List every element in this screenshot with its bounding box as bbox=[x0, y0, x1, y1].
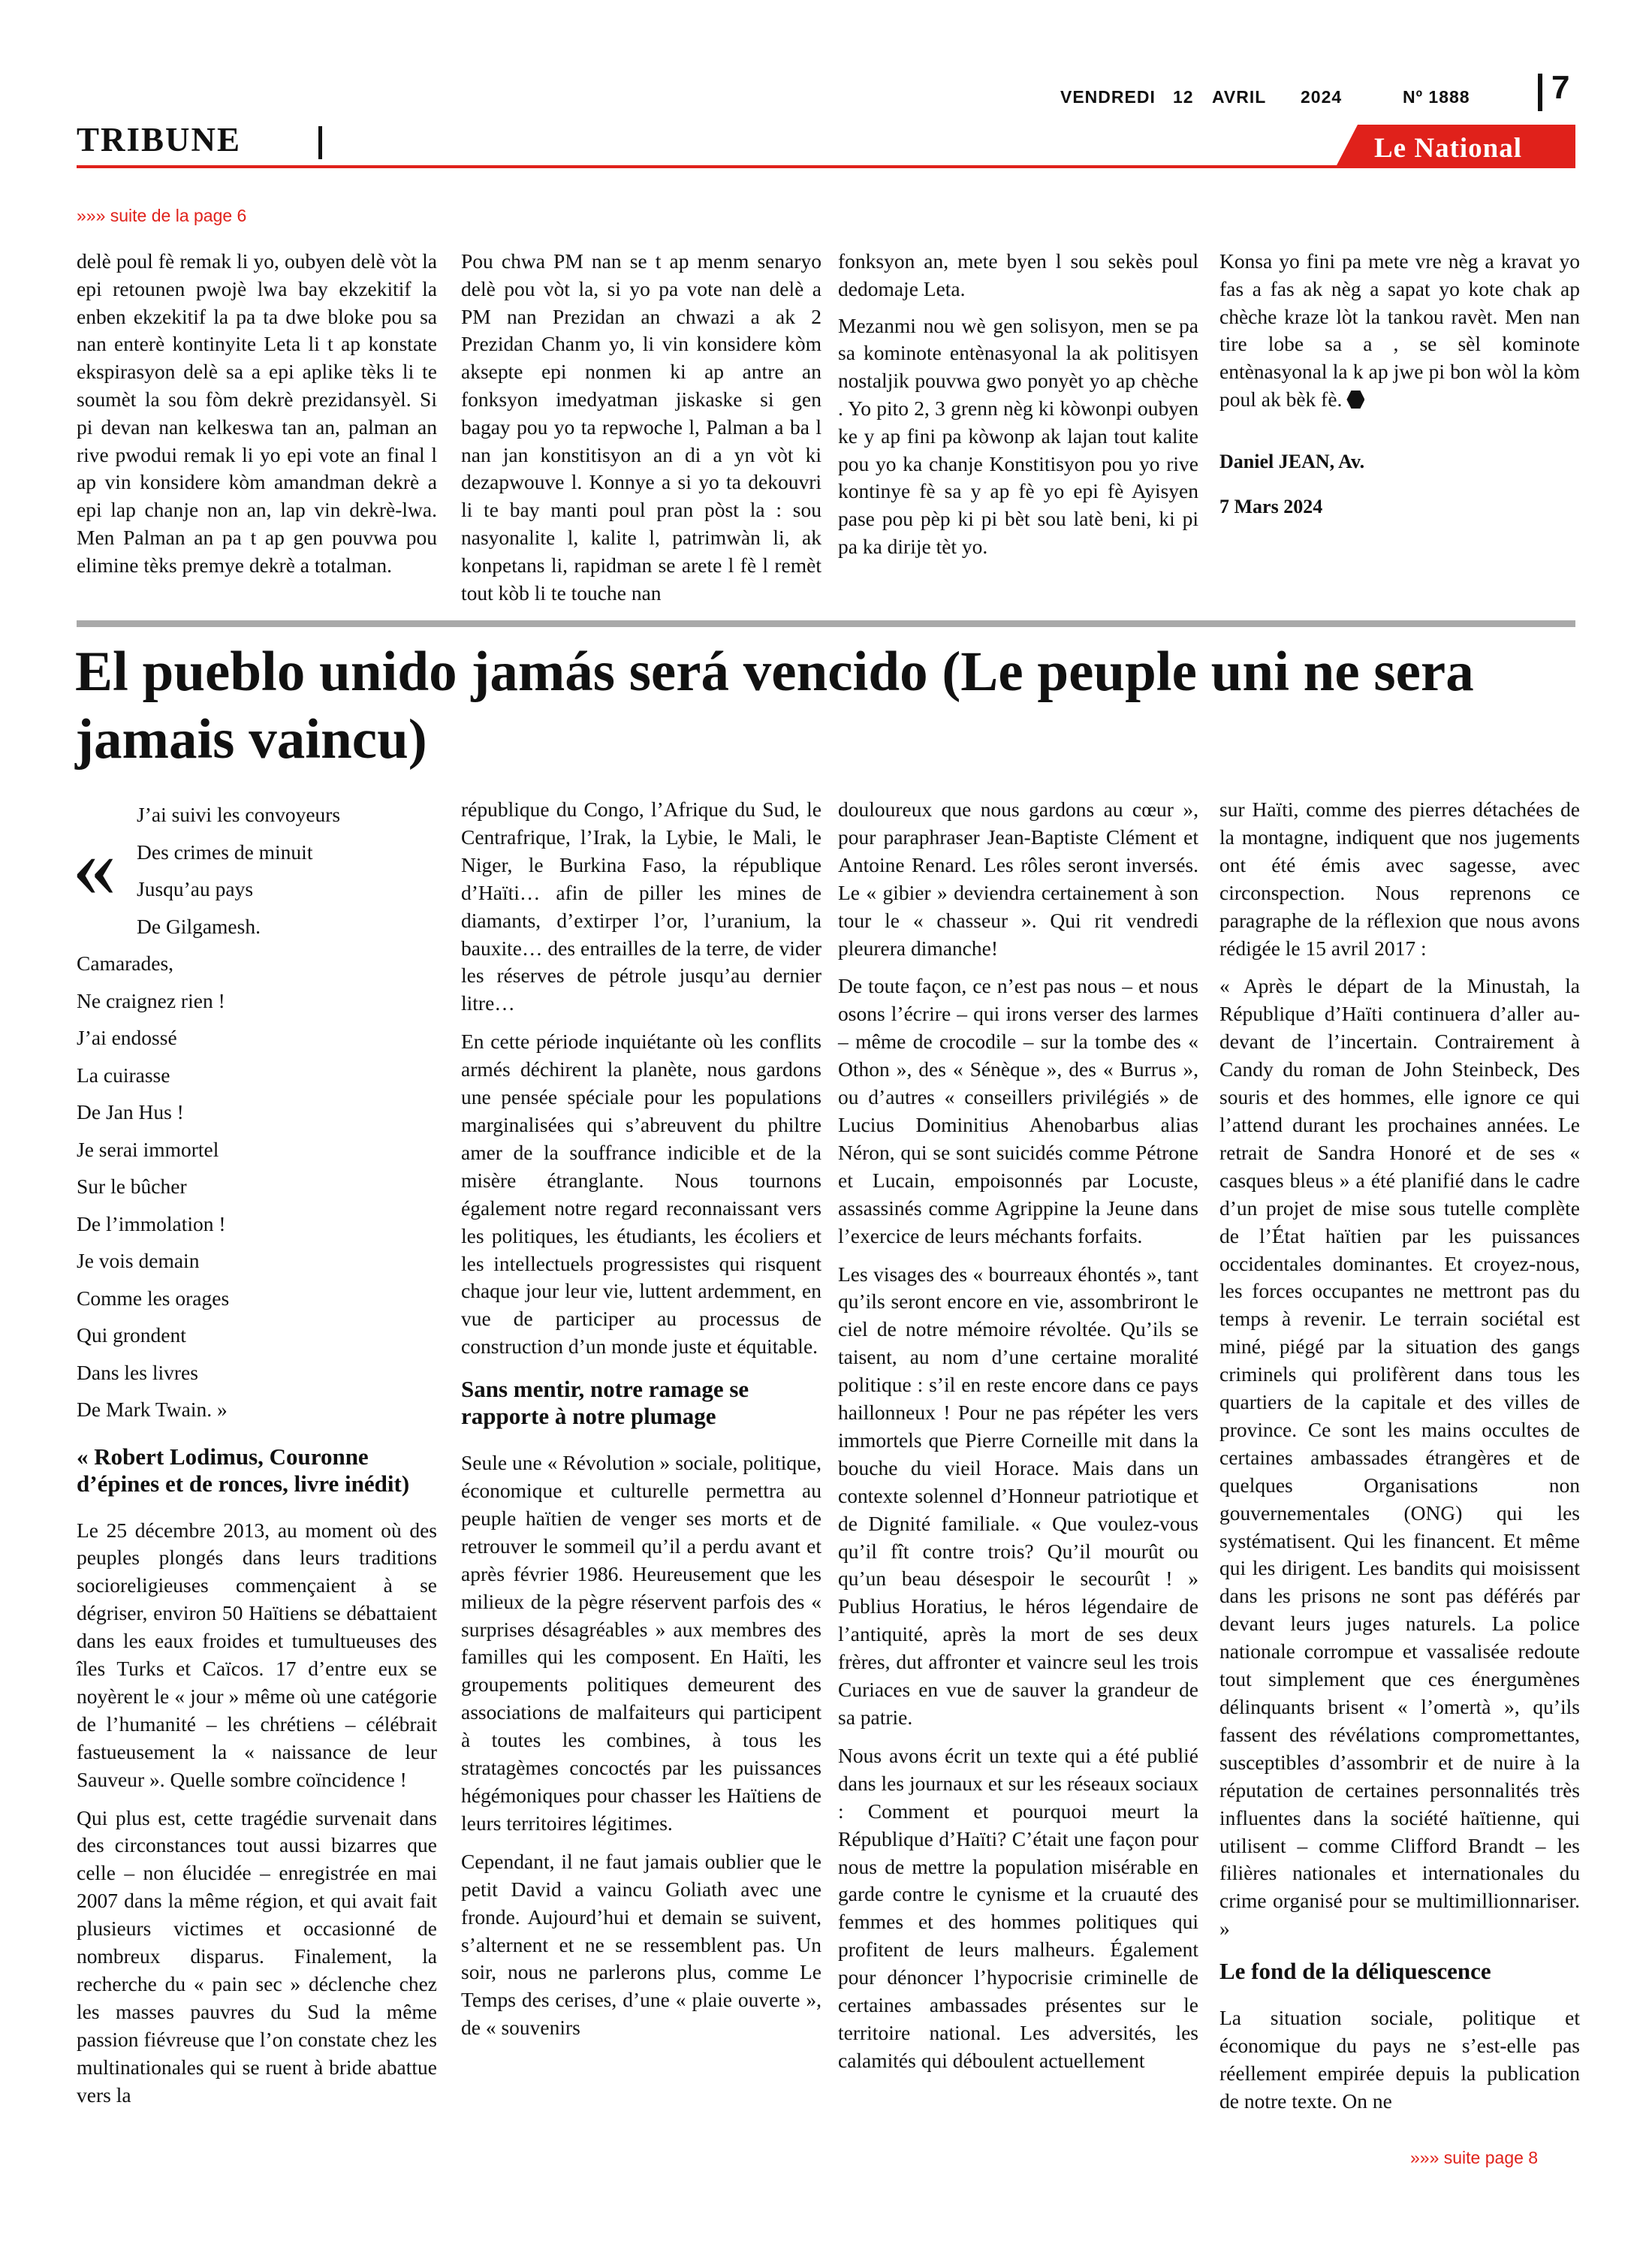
end-mark-icon bbox=[1346, 391, 1364, 409]
paragraph: La situation sociale, politique et économique du pays ne s’est-elle pas réellement empirée depuis la publication de notre texte. On ne bbox=[1219, 2006, 1580, 2113]
poem-line: J’ai endossé bbox=[77, 1026, 177, 1049]
poem-line: Je serai immortel bbox=[77, 1137, 219, 1161]
paragraph: « Après le départ de la Minustah, la République d’Haïti continuera d’aller au-devant de l’incertain. Contrairement à Candy du roman de John Steinbeck, Des souris et des hommes, elle ignore ce qui l’attend durant les prochaines années. Le retrait de Sandra Honoré et de ses « casques bleus » a été planifié dans le cadre d’un projet de mise sous tutelle complète de l’État haïtien par les puissances occidentales dominantes. Et croyez-nous, les forces occupantes ne mettront pas du temps à revenir. Le terrain sociétal est miné, piégé par la situation des gangs criminels qui prolifèrent dans tous les quartiers de la capitale et des villes de province. Ce sont les mains occultes de certaines ambassades étrangères et de quelques Organisations non gouvernementales (ONG) qui les systématisent. Qui les financent. Et même qui les dirigent. Les bandits qui moisissent dans les prisons ne sont pas déférés par devant leurs juges naturels. La police nationale corrompue et vassalisée redoute tout simplement que ces énergumènes délinquants brisent « l’omertà », qu’ils fassent des révélations compromettantes, susceptibles d’assombrir et de nuire à la réputation de certaines personnalités très influentes dans la société haïtienne, qui utilisent – comme Clifford Brandt – les filières nationales et internationales du crime organisé pour se multimillionnariser. » bbox=[1219, 974, 1580, 1941]
poem-line: Jusqu’au pays bbox=[137, 877, 254, 900]
paragraph bbox=[1219, 248, 1580, 414]
issue-day: VENDREDI bbox=[1060, 87, 1156, 107]
main-column-3 bbox=[838, 796, 1198, 2086]
author-date: 7 Mars 2024 bbox=[1219, 495, 1323, 517]
page-number: 7 bbox=[1551, 69, 1570, 106]
poem-line: Camarades, bbox=[77, 952, 174, 975]
paragraph: De toute façon, ce n’est pas nous – et nous osons l’écrire – qui irons verser des larmes – même de crocodile – sur la tombe des « Othon », des « Sénèque », des « Burrus », ou d’autres « conseillers privilégiés » de Lucius Dominitius Ahenobarbus alias Néron, qui se sont suicidés comme Pétrone et Lucain, empoisonnés par Locuste, assassinés comme Agrippine la Jeune dans l’exercice de leurs méchants forfaits. bbox=[838, 974, 1198, 1247]
paragraph: douloureux que nous gardons au cœur », pour paraphraser Jean-Baptiste Clément et Antoine Renard. Les rôles seront inversés. Le « gibier » deviendra certainement à son tour le « chasseur ». Qui rit vendredi pleurera dimanche! bbox=[838, 798, 1198, 960]
poem-line: De l’immolation ! bbox=[77, 1211, 226, 1235]
poem-line: De Jan Hus ! bbox=[77, 1100, 184, 1123]
page-number-divider bbox=[1538, 74, 1542, 111]
continued-from-link[interactable]: »»» suite de la page 6 bbox=[77, 206, 247, 225]
issue-number: Nº 1888 bbox=[1403, 87, 1470, 107]
article-headline: El pueblo unido jamás será vencido (Le peuple uni ne sera jamais vaincu) bbox=[75, 641, 1474, 771]
paragraph: république du Congo, l’Afrique du Sud, le Centrafrique, l’Irak, la Lybie, le Mali, le Niger, le Burkina Faso, la république d’Haïti… afin de piller les mines de diamants, d’extirper l’or, l’uranium, la bauxite… des entrailles de la terre, de vider les réserves de pétrole jusqu’au dernier litre… bbox=[461, 798, 821, 1015]
poem-line: La cuirasse bbox=[77, 1063, 170, 1087]
paragraph: Les visages des « bourreaux éhontés », tant qu’ils seront encore en vie, assombriront le ciel de notre mémoire révoltée. Qu’ils se taisent, au nom d’une certaine moralité politique : s’il en reste encore dans ce pays haillonneux ! Pour ne pas répéter les vers immortels que Pierre Corneille mit dans la bouche du vieil Horace. Mais dans un contexte solennel d’Honneur patriotique et de Dignité familiale. « Que voulez-vous qu’il fît contre trois? Qu’il mourût ou qu’un beau désespoir le secourût ! » Publius Horatius, le héros légendaire de l’antiquité, après la mort de ses deux frères, dut affronter et vaincre seul les trois Curiaces en vue de sauver la grandeur de sa patrie. bbox=[838, 1262, 1198, 1729]
paragraph: Seule une « Révolution » sociale, politique, économique et culturelle permettra au peuple haïtien de venger ses morts et de retrouver le sommeil qu’il a perdu avant et après février 1986. Heureusement que les milieux de la pègre réservent parfois des « surprises désagréables » aux membres des familles qui les composent. En Haïti, les groupements politiques demeurent des associations de malfaiteurs qui participent à toutes les combines, à tous les stratagèmes concoctés par les puissances hégémoniques pour chasser les Haïtiens de leurs territoires légitimes. bbox=[461, 1451, 821, 1835]
paragraph: sur Haïti, comme des pierres détachées de la montagne, indiquent que nos jugements ont été émis avec sagesse, avec circonspection. Nous reprenons ce paragraphe de la réflexion que nous avons rédigée le 15 avril 2017 : bbox=[1219, 798, 1580, 960]
continued-to-link[interactable]: »»» suite page 8 bbox=[1410, 2148, 1539, 2167]
paragraph: En cette période inquiétante où les conflits armés déchirent la planète, nous gardons une pensée spéciale pour les populations marginalisées qui s’abreuvent du philtre amer de la souffrance indicible et de la misère étranglante. Nous tournons également notre regard reconnaissant vers les politiques, les étudiants, les écoliers et les intellectuels progressistes qui risquent chaque jour leur vie, luttent ardemment, en vue de participer au processus de construction d’un monde juste et équitable. bbox=[461, 1030, 821, 1359]
issue-info bbox=[1060, 87, 1541, 107]
poem-line: De Gilgamesh. bbox=[137, 914, 261, 938]
paragraph: Nous avons écrit un texte qui a été publié dans les journaux et sur les réseaux sociaux : Comment et pourquoi meurt la République d’Haïti? C’était une façon pour nous de mettre la population misérable en garde contre le cynisme et la cruauté des femmes et des hommes politiques qui profitent de leurs malheurs. Également pour dénoncer l’hypocrisie criminelle de certaines ambassades présentes sur le territoire national. Les adversités, les calamités qui déboulent actuellement bbox=[838, 1743, 1198, 2072]
issue-year: 2024 bbox=[1301, 87, 1343, 107]
poem-line: De Mark Twain. » bbox=[77, 1398, 228, 1421]
paragraph: Qui plus est, cette tragédie survenait dans des circonstances tout aussi bizarres que celle – non élucidée – enregistrée en mai 2007 dans la même région, et qui avait fait plusieurs victimes et occasionné de nombreux disparus. Finalement, la recherche du « pain sec » déclenche chez les masses pauvres du Sud la même passion fiévreuse que l’on constate chez les multinationales qui se ruent à bride abattue vers la bbox=[77, 1805, 437, 2107]
poem-line: Sur le bûcher bbox=[77, 1175, 187, 1198]
top-article-column-3 bbox=[838, 248, 1198, 570]
paragraph: Pou chwa PM nan se t ap menm senaryo delè pou vòt la, si yo pa vote nan delè a PM nan Prezidan an chwazi a ak 2 Prezidan Chanm yo, li vin konsidere kòm aksepte epi nonmen ki ap antre an fonksyon imedyatman jiskaske si gen bagay pou yo ta repwoche l, Palman a ba l nan jan konstitisyon an di a yn vòt ki dezapwouve l. Konnye a si yo ta dekouvri li te bay manti poul pran pòst la : sou nasyonalite l, kalite l, patrimwàn li, ak konpetans li, rapidman se arete l fè l remèt tout kòb li te touche nan bbox=[461, 249, 821, 605]
paragraph: delè poul fè remak li yo, oubyen delè vòt la epi retounen pwojè lwa bay ekzekitif la enben ekzekitif la pa ta dwe bloke pou sa nan enterè kontinyite Leta li t ap konstate ekspirasyon delè sa a epi aplike tèks li te soumèt la sou fòm dekrè prezidansyèl. Si pi devan nan kelkeswa tan an, palman an rive pwodui remak li yo epi vote an final l ap vin konsidere kòm amandman dekrè a epi lap chanje non an, lap vin dekrè-lwa. Men Palman an pa t ap gen pouvwa pou elimine tèks premye dekrè a totalman. bbox=[77, 249, 437, 577]
poem-line: Dans les livres bbox=[77, 1360, 198, 1384]
paragraph: Mezanmi nou wè gen solisyon, men se pa sa kominote entènasyonal la ak politisyen nostaljik pouvwa gwo ponyèt yo ap chèche . Yo pito 2, 3 grenn nèg ki kòwonpi oubyen ke y ap fini pa kòwonp ak lajan tout kalite pou yo ka chanje Konstitisyon pou yo rive kontinye fè sa y ap fè yo epi fè Ayisyen pase pou pèp ki pi bèt sou latè beni, ki pi pa ka dirije tèt yo. bbox=[838, 313, 1198, 558]
main-column-4 bbox=[1219, 796, 1580, 2126]
top-article-column-4 bbox=[1219, 248, 1580, 534]
poem-line: Comme les orages bbox=[77, 1286, 230, 1310]
poem-source: « Robert Lodimus, Couronne d’épines et de ronces, livre inédit) bbox=[77, 1443, 410, 1497]
rubric-divider bbox=[318, 126, 322, 159]
top-article-column-1 bbox=[77, 248, 437, 589]
main-column-1 bbox=[77, 796, 437, 2120]
author-name: Daniel JEAN, Av. bbox=[1219, 450, 1365, 472]
article-separator bbox=[77, 620, 1575, 627]
issue-month: AVRIL bbox=[1212, 87, 1267, 107]
subheading: Le fond de la déliquescence bbox=[1219, 1958, 1491, 1985]
subheading: Sans mentir, notre ramage se rapporte à notre plumage bbox=[461, 1376, 749, 1430]
poem-line: Je vois demain bbox=[77, 1249, 200, 1272]
poem-line: J’ai suivi les convoyeurs bbox=[137, 803, 341, 826]
paragraph: Le 25 décembre 2013, au moment où des peuples plongés dans leurs traditions socioreligieuses commençaient à se dégriser, environ 50 Haïtiens se débattaient dans les eaux froides et tumultueuses des îles Turks et Caïcos. 17 d’entre eux se noyèrent le « jour » même où une catégorie de l’humanité – les chrétiens – célébrait fastueusement la « naissance de leur Sauveur ». Quelle sombre coïncidence ! bbox=[77, 1518, 437, 1791]
paragraph: fonksyon an, mete byen l sou sekès poul dedomaje Leta. bbox=[838, 249, 1198, 300]
poem-line: Des crimes de minuit bbox=[137, 840, 313, 864]
main-column-2 bbox=[461, 796, 821, 2052]
poem-line: Ne craignez rien ! bbox=[77, 988, 225, 1012]
section-rubric: TRIBUNE bbox=[77, 121, 242, 158]
brand-name: Le National bbox=[1374, 133, 1523, 164]
paragraph-text: Konsa yo fini pa mete vre nèg a kravat yo fas a fas ak nèg a sapat yo kote chak ap chèche kraze lòt la tankou ravèt. Men nan tire lobe sa a , se sèl kominote entènasyonal la k ap jwe pi bon wòl la kòm poul ak bèk fè. bbox=[1219, 249, 1580, 411]
top-article-column-2 bbox=[461, 248, 821, 616]
opening-quote-mark: « bbox=[72, 817, 116, 915]
issue-date-number: 12 bbox=[1173, 87, 1194, 107]
poem-line: Qui grondent bbox=[77, 1323, 186, 1347]
paragraph: Cependant, il ne faut jamais oublier que le petit David a vaincu Goliath avec une fronde. Aujourd’hui et demain se suivent, s’alternent et ne se ressemblent pas. Un soir, nous ne parlerons plus, comme Le Temps des cerises, d’une « plaie ouverte », de « souvenirs bbox=[461, 1849, 821, 2040]
